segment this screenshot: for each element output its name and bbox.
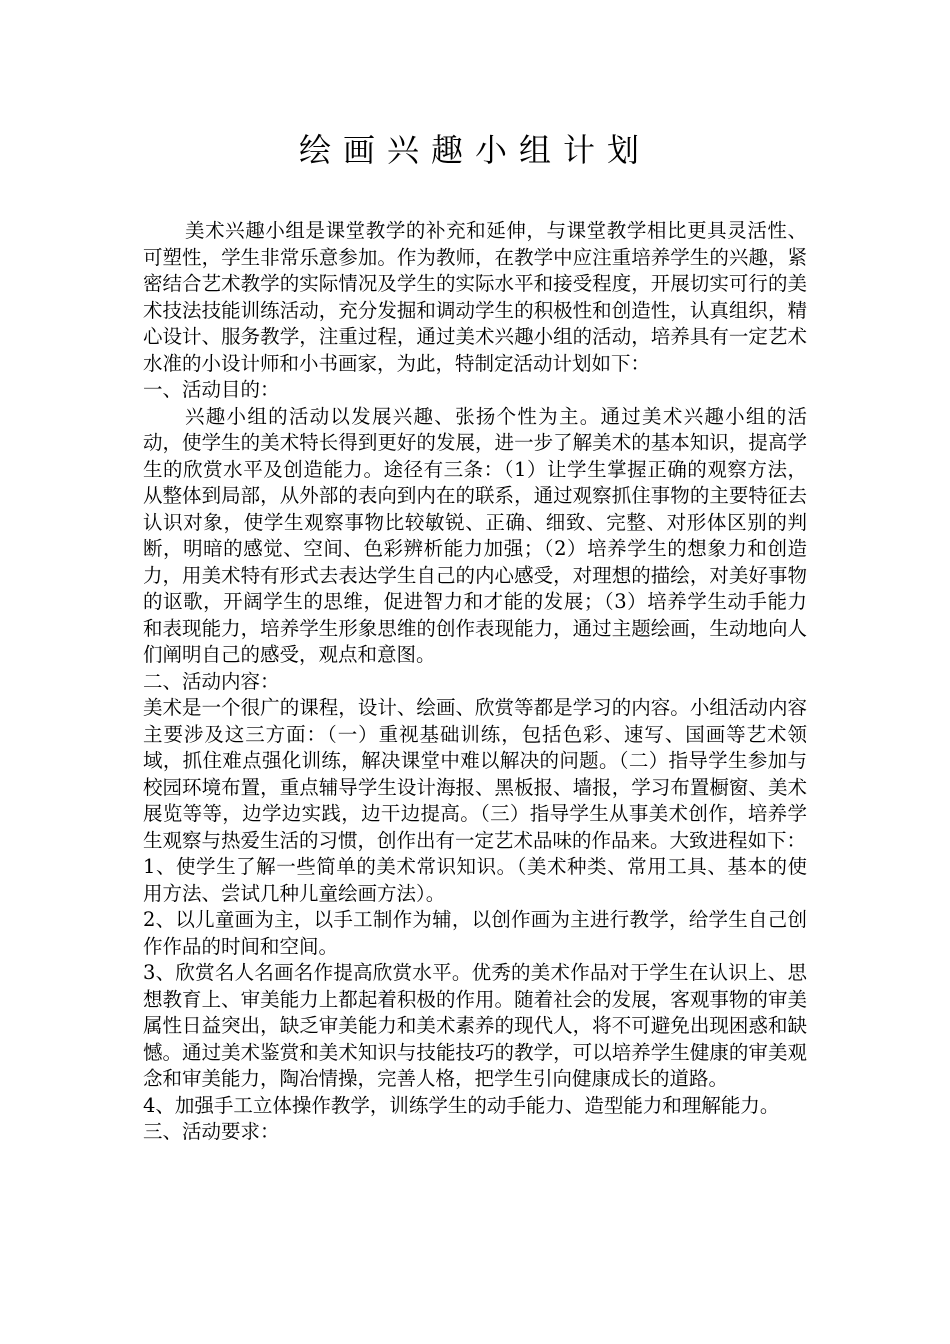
section-heading-purpose: 一、活动目的： (143, 378, 280, 401)
list-item-3: 3、欣赏名人名画名作提高欣赏水平。优秀的美术作品对于学生在认识上、思想教育上、审美能力上都起着积极的作用。随着社会的发展，客观事物的审美属性日益突出，缺乏审美能力和美术素养的现代人，将不可避免出现困惑和缺憾。通过美术鉴赏和美术知识与技能技巧的教学，可以培养学生健康的审美观念和审美能力，陶冶情操，完善人格，把学生引向健康成长的道路。 (143, 961, 807, 1090)
document-title: 绘画兴趣小组计划 (298, 131, 651, 169)
purpose-paragraph: 兴趣小组的活动以发展兴趣、张扬个性为主。通过美术兴趣小组的活动，使学生的美术特长得到更好的发展，进一步了解美术的基本知识，提高学生的欣赏水平及创造能力。途径有三条：（1）让学生掌握正确的观察方法，从整体到局部，从外部的表向到内在的联系，通过观察抓住事物的主要特征去认识对象，使学生观察事物比较敏锐、正确、细致、完整、对形体区别的判断，明暗的感觉、空间、色彩辨析能力加强；（2）培养学生的想象力和创造力，用美术特有形式去表达学生自己的内心感受，对理想的描绘，对美好事物的讴歌，开阔学生的思维，促进智力和才能的发展；（3）培养学生动手能力和表现能力，培养学生形象思维的创作表现能力，通过主题绘画，生动地向人们阐明自己的感受，观点和意图。 (143, 404, 807, 666)
document-body (143, 218, 807, 1146)
list-item-1: 1、使学生了解一些简单的美术常识知识。（美术种类、常用工具、基本的使用方法、尝试几种儿童绘画方法）。 (143, 855, 807, 905)
section-heading-requirements: 三、活动要求： (143, 1120, 280, 1143)
list-item-2: 2、以儿童画为主，以手工制作为辅，以创作画为主进行教学，给学生自己创作作品的时间和空间。 (143, 908, 807, 958)
content-paragraph: 美术是一个很广的课程，设计、绘画、欣赏等都是学习的内容。小组活动内容主要涉及这三方面：（一）重视基础训练，包括色彩、速写、国画等艺术领域，抓住难点强化训练，解决课堂中难以解决的问题。（二）指导学生参加与校园环境布置，重点辅导学生设计海报、黑板报、墙报，学习布置橱窗、美术展览等等，边学边实践，边干边提高。（三）指导学生从事美术创作，培养学生观察与热爱生活的习惯，创作出有一定艺术品味的作品来。大致进程如下： (143, 696, 807, 852)
list-item-4: 4、加强手工立体操作教学，训练学生的动手能力、造型能力和理解能力。 (143, 1093, 780, 1117)
section-heading-content: 二、活动内容： (143, 669, 280, 693)
intro-paragraph: 美术兴趣小组是课堂教学的补充和延伸，与课堂教学相比更具灵活性、可塑性，学生非常乐意参加。作为教师，在教学中应注重培养学生的兴趣，紧密结合艺术教学的实际情况及学生的实际水平和接受程度，开展切实可行的美术技法技能训练活动，充分发掘和调动学生的积极性和创造性，认真组织，精心设计、服务教学，注重过程，通过美术兴趣小组的活动，培养具有一定艺术水准的小设计师和小书画家，为此，特制定活动计划如下： (143, 219, 807, 375)
